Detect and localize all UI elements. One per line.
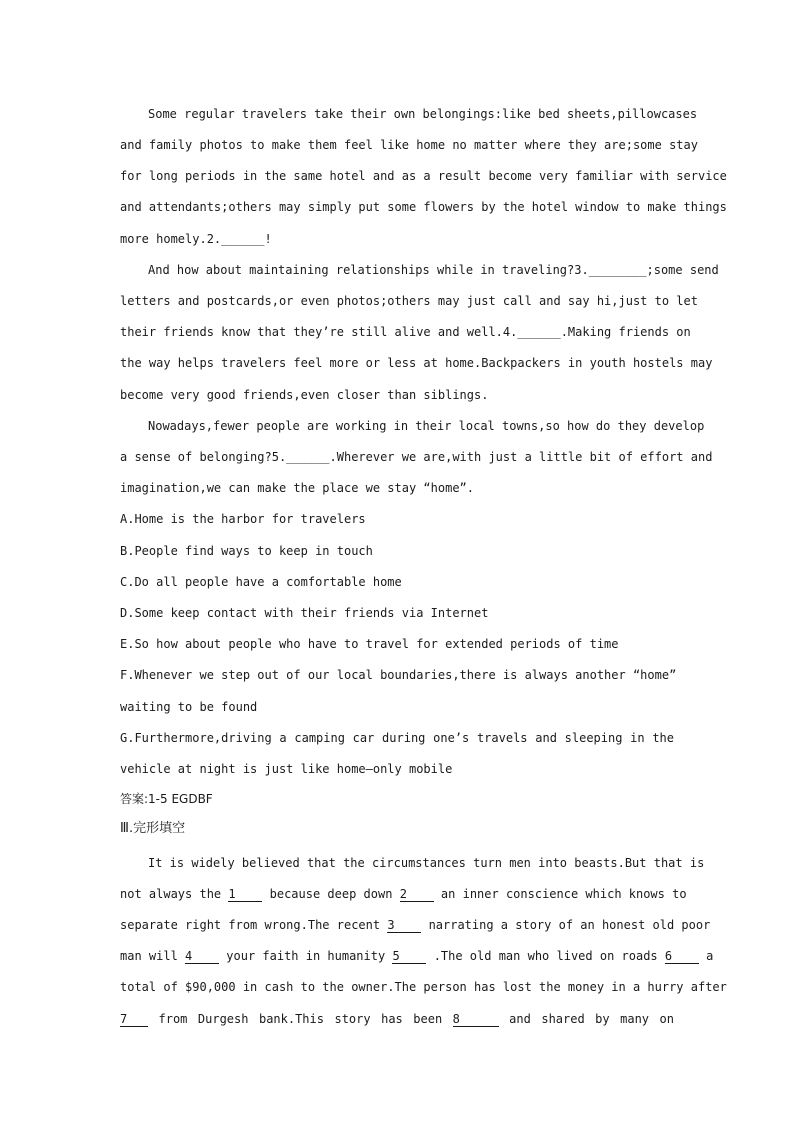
p3-line-1: Nowadays,fewer people are working in their local towns,so how do they develop — [148, 419, 705, 433]
cloze-text: man will — [120, 949, 178, 963]
p2-line-3: their friends know that they’re still alive and well.4.______.Making friends on — [120, 325, 691, 339]
p1-line-5: more homely.2.______! — [120, 232, 272, 246]
p1-line-3: for long periods in the same hotel and as a result become very familiar with service — [120, 169, 727, 183]
cloze-text: not always the — [120, 887, 222, 901]
option-g-line-2: vehicle at night is just like home—only mobile — [120, 762, 453, 776]
p2-line-1: And how about maintaining relationships while in traveling?3.________;some send — [148, 263, 719, 277]
option-c: C.Do all people have a comfortable home — [120, 575, 402, 589]
option-b: B.People find ways to keep in touch — [120, 544, 373, 558]
option-f-line-1: F.Whenever we step out of our local boundaries,there is always another “home” — [120, 668, 677, 682]
cloze-blank-6: 6 — [665, 950, 699, 964]
cloze-line-3 — [120, 917, 711, 933]
answer-key: 答案:1-5 EGDBF — [120, 792, 213, 806]
section-heading: Ⅲ.完形填空 — [120, 821, 186, 836]
p2-line-2: letters and postcards,or even photos;others may just call and say hi,just to let — [120, 294, 698, 308]
cloze-line-5: total of $90,000 in cash to the owner.The person has lost the money in a hurry after — [120, 980, 727, 994]
option-a: A.Home is the harbor for travelers — [120, 512, 366, 526]
p2-line-5: become very good friends,even closer than siblings. — [120, 388, 489, 402]
cloze-line-4 — [120, 948, 714, 964]
cloze-blank-8: 8 — [453, 1013, 499, 1027]
cloze-text: and shared by many on — [509, 1012, 674, 1026]
cloze-blank-7: 7 — [120, 1013, 148, 1027]
p1-line-1: Some regular travelers take their own belongings:like bed sheets,pillowcases — [148, 107, 698, 121]
p3-line-3: imagination,we can make the place we stay “home”. — [120, 481, 475, 495]
cloze-text: your faith in humanity — [226, 949, 386, 963]
p1-line-2: and family photos to make them feel like home no matter where they are;some stay — [120, 138, 698, 152]
p2-line-4: the way helps travelers feel more or less at home.Backpackers in youth hostels may — [120, 356, 713, 370]
cloze-text: from Durgesh bank.This story has been — [158, 1012, 443, 1026]
cloze-line-2 — [120, 886, 687, 902]
option-f-line-2: waiting to be found — [120, 700, 258, 714]
cloze-blank-1: 1 — [228, 888, 262, 902]
cloze-line-6 — [120, 1011, 674, 1027]
option-d: D.Some keep contact with their friends via Internet — [120, 606, 489, 620]
option-e: E.So how about people who have to travel for extended periods of time — [120, 637, 619, 651]
cloze-blank-4: 4 — [185, 950, 219, 964]
cloze-text: an inner conscience which knows to — [440, 887, 687, 901]
cloze-text: narrating a story of an honest old poor — [428, 918, 711, 932]
cloze-text: a — [706, 949, 714, 963]
cloze-text: separate right from wrong.The recent — [120, 918, 381, 932]
cloze-blank-5: 5 — [392, 950, 426, 964]
cloze-line-1: It is widely believed that the circumstances turn men into beasts.But that is — [148, 856, 705, 870]
option-g-line-1: G.Furthermore,driving a camping car during one’s travels and sleeping in the — [120, 731, 674, 745]
cloze-text: .The old man who lived on roads — [433, 949, 658, 963]
p3-line-2: a sense of belonging?5.______.Wherever we are,with just a little bit of effort and — [120, 450, 713, 464]
p1-line-4: and attendants;others may simply put some flowers by the hotel window to make things — [120, 200, 727, 214]
cloze-blank-3: 3 — [387, 919, 421, 933]
cloze-text: because deep down — [269, 887, 393, 901]
cloze-blank-2: 2 — [400, 888, 434, 902]
